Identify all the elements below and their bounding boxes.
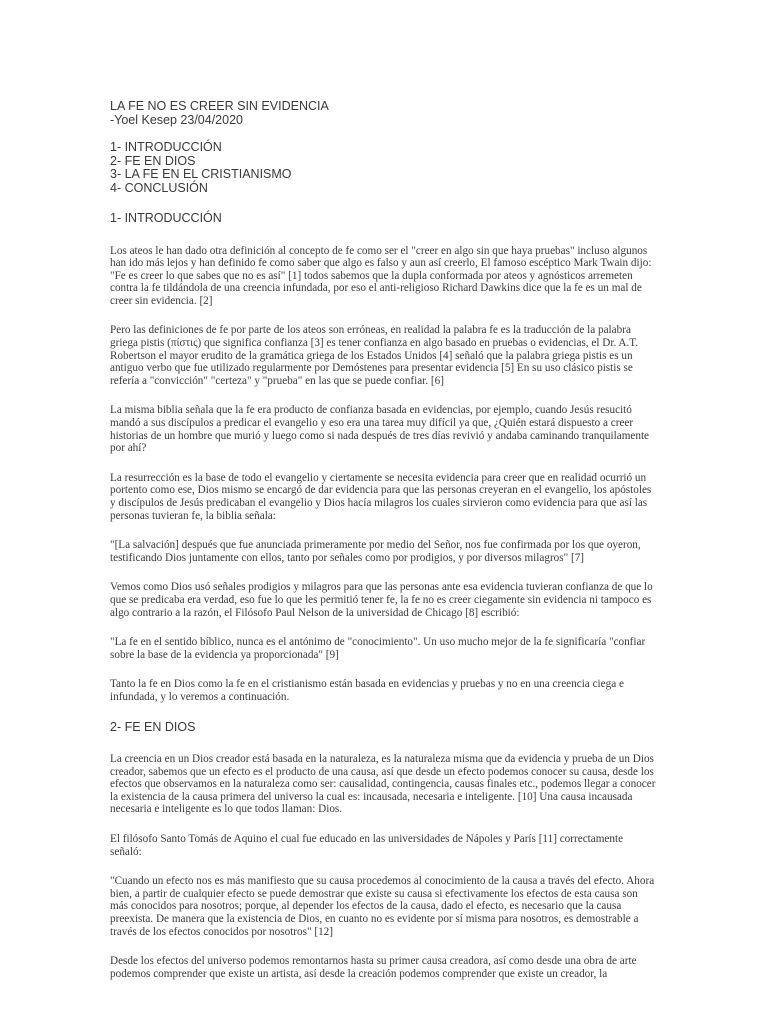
toc-item: 3- LA FE EN EL CRISTIANISMO [110,167,292,181]
block-quote: "Cuando un efecto nos es más manifiesto que su causa procedemos al conocimiento de la causa a través del efecto. Ahora bien, a partir de cualquier efecto se puede demostrar que existe su causa si efectivamente los efectos de esta causa son más conocidos para nosotros; porque, al depender los efectos de la causa, dado el efecto, es necesario que la causa preexista. De manera que la existencia de Dios, en cuanto no es evidente por sí misma para nosotros, es demostrable a través de los efectos conocidos por nosotros" [12] [110,875,655,938]
toc-item: 4- CONCLUSIÓN [110,180,208,195]
section-heading-fe-en-dios: 2- FE EN DIOS [110,719,196,734]
paragraph: La resurrección es la base de todo el evangelio y ciertamente se necesita evidencia para creer que en realidad ocurrió un portento como ese, Dios mismo se encargó de dar evidencia para que las personas creyeran en el evangelio, los apóstoles y discípulos de Jesús predicaban el evangelio y Dios hacía milagros los cuales sirvieron como evidencia para que así las personas tuvieran fe, la biblia señala: [110,471,652,522]
toc-item: 2- FE EN DIOS [110,153,196,168]
paragraph: La creencia en un Dios creador está basada en la naturaleza, es la naturaleza misma que da evidencia y prueba de un Dios creador, sabemos que un efecto es el producto de una causa, así que desde un efecto podemos conocer su causa, desde los efectos que observamos en la naturaleza como ser: causalidad, contingencia, causas finales etc., podemos llegar a conocer la existencia de la causa primera del universo la cual es: incausada, necesaria e inteligente. [10] Una causa incausada necesaria e inteligente es lo que todos llaman: Dios. [110,753,656,816]
document-byline: -Yoel Kesep 23/04/2020 [110,112,243,127]
block-quote: "La fe en el sentido bíblico, nunca es el antónimo de "conocimiento". Un uso mucho mejor de la fe significaría "confiar sobre la base de la evidencia ya proporcionada" [9] [110,636,646,661]
block-quote: "[La salvación] después que fue anunciada primeramente por medio del Señor, nos fue confirmada por los que oyeron, testificando Dios juntamente con ellos, tanto por señales como por prodigios, y por diversos milagros" [7] [110,539,641,564]
paragraph: Pero las definiciones de fe por parte de los ateos son erróneas, en realidad la palabra fe es la traducción de la palabra griega pistis (πίστις) que significa confianza [3] es tener confianza en algo basado en pruebas o evidencias, el Dr. A.T. Robertson el mayor erudito de la gramática griega de los Estados Unidos [4] señaló que la palabra griega pistis es un antiguo verbo que fue utilizado regularmente por Demóstenes para presentar evidencia [5] En su uso clásico pistis se refería a "convicción" "certeza" y "prueba" en las que se puede confiar. [6] [110,324,639,387]
document-header [110,100,656,127]
paragraph: Los ateos le han dado otra definición al concepto de fe como ser el "creer en algo sin que haya pruebas" incluso algunos han ido más lejos y han definido fe como saber que algo es falso y aun así creerlo, El famoso escéptico Mark Twain dijo: "Fe es creer lo que sabes que no es así" [1] todos sabemos que la dupla conformada por ateos y agnósticos arremeten contra la fe tildándola de una creencia infundada, por eso el anti-religioso Richard Dawkins dice que la fe es un mal de creer sin evidencia. [2] [110,244,652,307]
paragraph: Tanto la fe en Dios como la fe en el cristianismo están basada en evidencias y pruebas y no en una creencia ciega e infundada, y lo veremos a continuación. [110,678,624,703]
paragraph: Desde los efectos del universo podemos remontarnos hasta su primer causa creadora, así como desde una obra de arte podemos comprender que existe un artista, así desde la creación podemos comprender que existe un creador, la [110,955,637,980]
paragraph: La misma biblia señala que la fe era producto de confianza basada en evidencias, por ejemplo, cuando Jesús resucitó mandó a sus discípulos a predicar el evangelio y eso era una tarea muy difícil ya que, ¿Quién estará dispuesto a creer historias de un hombre que murió y luego como si nada después de tres días revivió y andaba caminando tranquilamente por ahí? [110,404,650,455]
toc-item: 1- INTRODUCCIÓN [110,140,222,154]
section-body-fe-en-dios [110,753,656,980]
section-body-introduccion [110,245,656,704]
document-title: LA FE NO ES CREER SIN EVIDENCIA [110,99,329,113]
section-heading-introduccion: 1- INTRODUCCIÓN [110,211,222,225]
paragraph: Vemos como Dios usó señales prodigios y milagros para que las personas ante esa evidencia tuvieran confianza de que lo que se predicaba era verdad, eso fue lo que les permitió tener fe, la fe no es creer ciegamente sin evidencia ni tampoco es algo contrario a la razón, el Filósofo Paul Nelson de la universidad de Chicago [8] escribió: [110,581,653,619]
paragraph: El filósofo Santo Tomás de Aquino el cual fue educado en las universidades de Nápoles y París [11] correctamente señaló: [110,833,624,858]
table-of-contents [110,141,656,195]
